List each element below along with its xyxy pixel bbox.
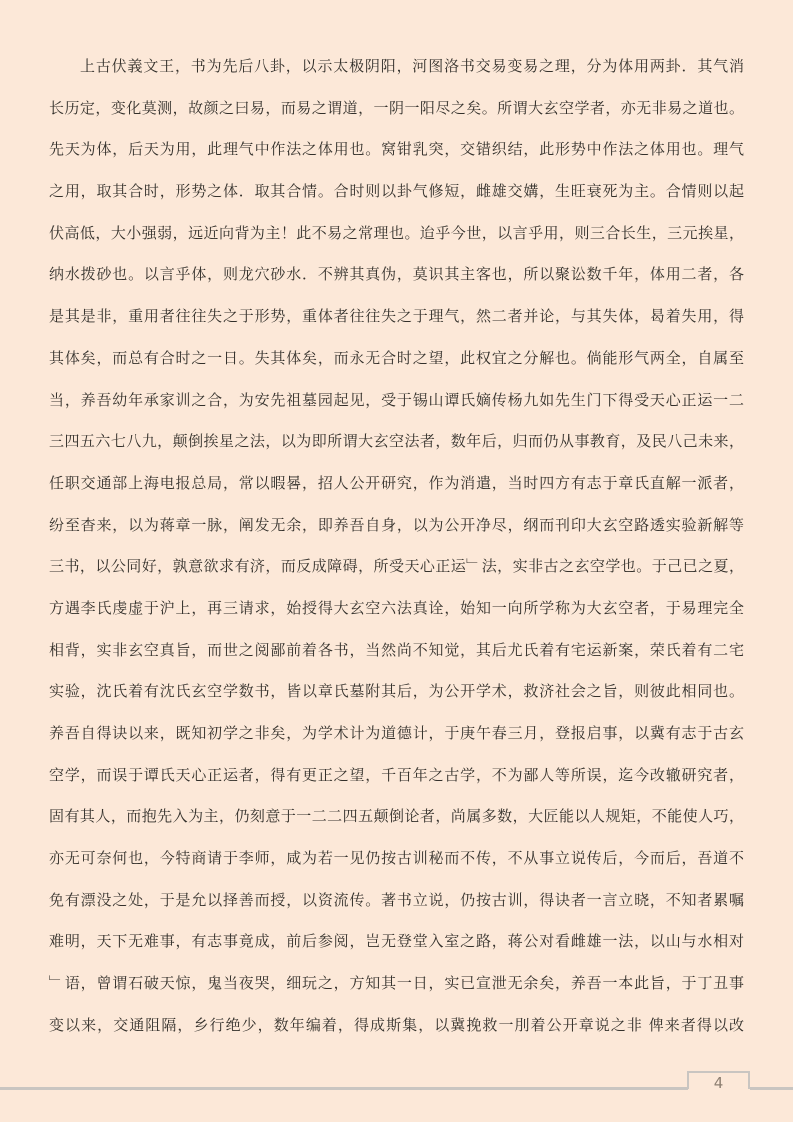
text-line: ﹂语，曾谓石破天惊，鬼当夜哭，细玩之，方知其一日，实已宣泄无余矣，养吾一本此旨，于丁丑事 [49, 974, 744, 993]
text-line: 纷至杳来，以为蒋章一脉，阐发无余，即养吾自身，以为公开净尽，纲而刊印大玄空路透实验新解等 [49, 515, 744, 534]
text-line: 之用，取其合时，形势之体．取其合情。合时则以卦气修短，雌雄交媾，生旺衰死为主。合情则以起 [49, 182, 744, 201]
text-line: 任职交通部上海电报总局，常以暇晷，招人公开研究，作为消遣，当时四方有志于章氏直解一派者， [49, 473, 744, 492]
page-number: 4 [713, 1074, 724, 1092]
text-line: 三书，以公同好，孰意欲求有济，而反成障碍，所受天心正运﹂法，实非古之玄空学也。于己已之夏， [49, 557, 744, 576]
text-line: 免有漂没之处，于是允以择善而授，以资流传。著书立说，仍按古训，得诀者一言立晓，不知者累嘱 [49, 890, 744, 909]
text-line: 当，养吾幼年承家训之合，为安先祖墓园起见，受于锡山谭氏嫡传杨九如先生门下得受天心正运一二 [49, 390, 744, 409]
text-line: 方遇李氏虔虚于沪上，再三请求，始授得大玄空六法真诠，始知一向所学称为大玄空者，于易理完全 [49, 598, 744, 617]
text-line: 固有其人，而抱先入为主，仍刻意于一二二四五颠倒论者，尚属多数，大匠能以人规矩，不能使人巧， [49, 807, 744, 826]
text-line: 是其是非，重用者往往失之于形势，重体者往往失之于理气，然二者并论，与其失体，曷着失用，得 [49, 307, 744, 326]
text-line: 难明，天下无难事，有志事竟成，前后参阅，岂无登堂入室之路，蒋公对看雌雄一法，以山与水相对 [49, 932, 744, 951]
text-line: 空学，而误于谭氏天心正运者，得有更正之望，千百年之古学，不为鄙人等所误，迄今改辙研究者， [49, 765, 744, 784]
footer-rule-left [0, 1087, 688, 1090]
text-line: 纳水拨砂也。以言乎体，则龙穴砂水．不辨其真伪，莫识其主客也，所以聚讼数千年，体用二者，各 [49, 265, 744, 284]
text-line: 变以来，交通阻隔，乡行绝少，数年编着，得成斯集，以冀挽救一刖着公开章说之非 俾来者得以改 [49, 1015, 744, 1034]
text-line: 伏高低，大小强弱，远近向背为主！此不易之常理也。迨乎今世，以言乎用，则三合长生，三元挨星， [49, 223, 744, 242]
footer-rule-right [750, 1087, 793, 1090]
text-line: 先天为体，后天为用，此理气中作法之体用也。窝钳乳突，交错织结，此形势中作法之体用也。理气 [49, 140, 744, 159]
text-line: 实验，沈氏着有沈氏玄空学数书，皆以章氏墓附其后，为公开学术，救济社会之旨，则彼此相同也。 [49, 682, 744, 701]
text-line: 三四五六七八九，颠倒挨星之法，以为即所谓大玄空法者，数年后，归而仍从事教育，及民八己未来， [49, 432, 744, 451]
text-line: 长历定，变化莫测，故颜之曰易，而易之谓道，一阴一阳尽之矣。所谓大玄空学者，亦无非易之道也。 [49, 98, 744, 117]
text-line: 相背，实非玄空真旨，而世之阅鄙前着各书，当然尚不知觉，其后尤氏着有宅运新案，荣氏着有二宅 [49, 640, 744, 659]
text-line: 亦无可奈何也，今特商请于李师，咸为若一见仍按古训秘而不传，不从事立说传后，今而后，吾道不 [49, 849, 744, 868]
text-line: 上古伏義文王，书为先后八卦，以示太极阴阳，河图洛书交易变易之理，分为体用两卦．其气消 [80, 57, 744, 75]
text-line: 养吾自得诀以来，既知初学之非矣，为学术计为道德计，于庚午春三月，登报启事，以冀有志于古玄 [49, 724, 744, 742]
text-line: 其体矣，而总有合时之一日。失其体矣，而永无合时之望，此权宜之分解也。倘能形气两全，自属至 [49, 348, 744, 367]
text-block [49, 46, 744, 1047]
page-number-tab [687, 1071, 750, 1092]
